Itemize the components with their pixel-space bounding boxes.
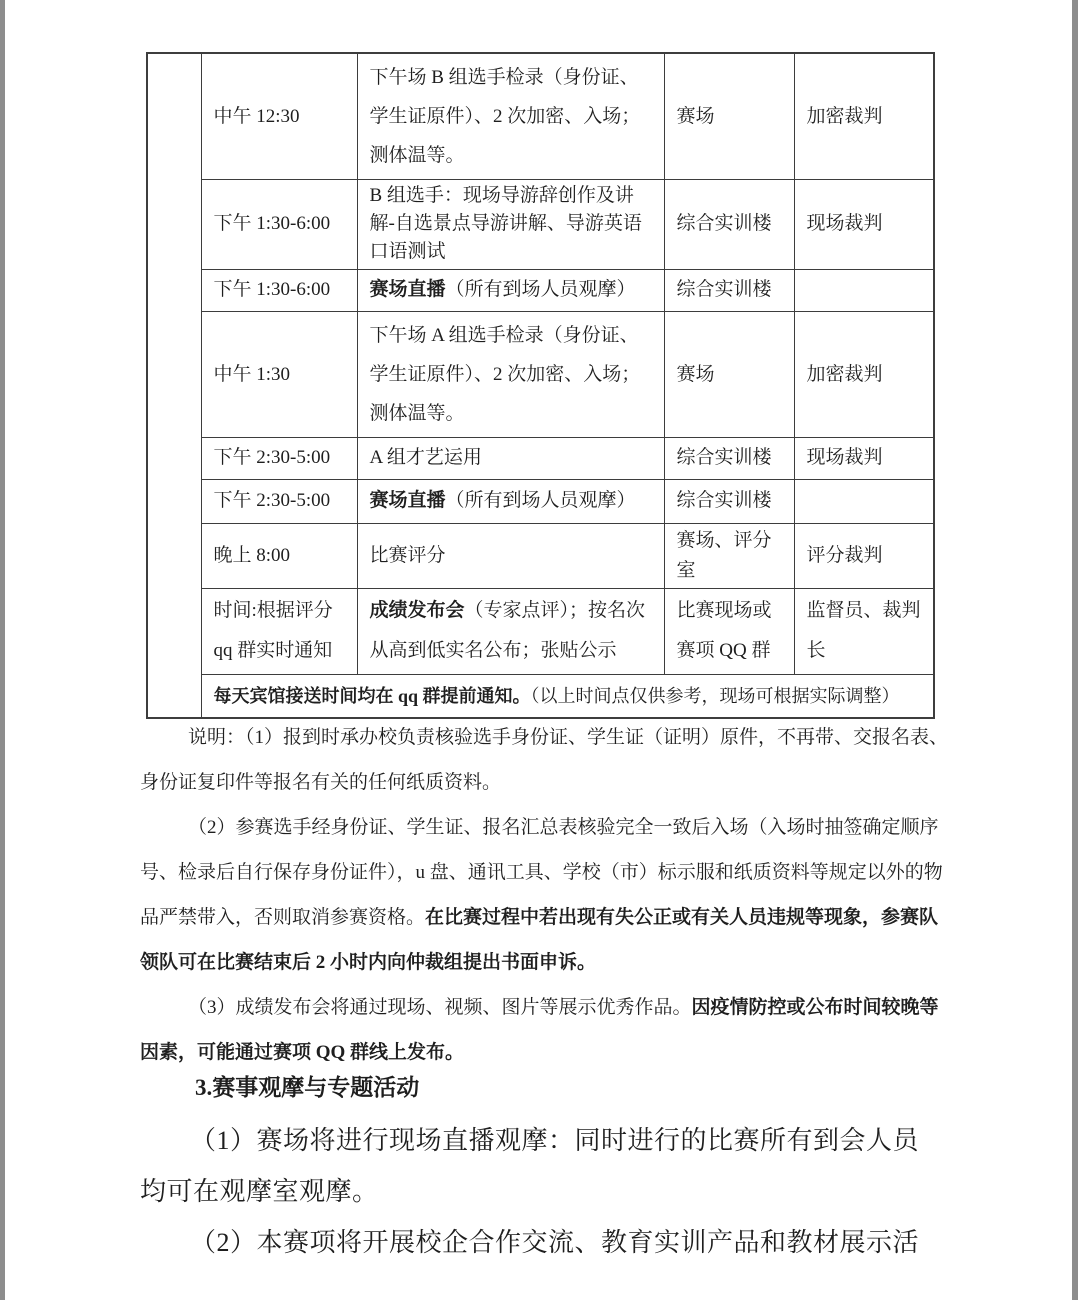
time-cell: 下午 1:30-6:00 <box>201 179 357 269</box>
activity-bold-text: 赛场直播 <box>369 279 446 300</box>
staff-cell <box>794 269 934 311</box>
table-row <box>147 269 934 311</box>
note-text: 身份证复印件等报名有关的任何纸质资料。 <box>140 772 502 793</box>
note-text: 品严禁带入，否则取消参赛资格。 <box>140 907 426 928</box>
staff-cell: 现场裁判 <box>794 437 934 479</box>
table-row <box>147 437 934 479</box>
table-row <box>147 311 934 437</box>
note-text: 说明：（1）报到时承办校负责核验选手身份证、学生证（证明）原件，不再带、交报名表、 <box>188 727 949 748</box>
activity-text: （专家点评）；按名次从高到低实名公布；张贴公示 <box>369 600 646 661</box>
activity-cell <box>357 179 664 269</box>
notes-paragraph-line <box>140 760 950 805</box>
section-paragraph-line: （1）赛场将进行现场直播观摩：同时进行的比赛所有到会人员 <box>190 1126 920 1155</box>
left-edge-bar <box>0 0 5 1300</box>
empty-date-cell <box>147 53 201 718</box>
table-footer-row <box>147 674 934 718</box>
activity-cell <box>357 269 664 311</box>
location-cell: 综合实训楼 <box>664 179 794 269</box>
location-cell: 综合实训楼 <box>664 269 794 311</box>
activity-text: B 组选手：现场导游辞创作及讲解-自选景点导游讲解、导游英语口语测试 <box>369 185 642 262</box>
right-edge-bar <box>1072 0 1078 1300</box>
table-row <box>147 523 934 588</box>
activity-text: A 组才艺运用 <box>369 447 482 468</box>
location-cell: 综合实训楼 <box>664 479 794 523</box>
activity-text: 比赛评分 <box>369 544 446 566</box>
activity-cell <box>357 311 664 437</box>
section-paragraph-line: 均可在观摩室观摩。 <box>140 1177 379 1206</box>
staff-cell: 监督员、裁判长 <box>794 588 934 674</box>
notes-paragraph-line <box>140 895 950 940</box>
activity-cell <box>357 523 664 588</box>
note-text: 号、检录后自行保存身份证件），u 盘、通讯工具、学校（市）标示服和纸质资料等规定以外的物 <box>140 862 943 883</box>
staff-cell: 加密裁判 <box>794 311 934 437</box>
staff-cell: 评分裁判 <box>794 523 934 588</box>
activity-bold-text: 成绩发布会 <box>369 600 465 621</box>
activity-cell <box>357 479 664 523</box>
location-cell: 赛场 <box>664 53 794 179</box>
note-bold-text: 领队可在比赛结束后 2 小时内向仲裁组提出书面申诉。 <box>140 952 597 973</box>
notes-paragraph-line <box>140 715 950 760</box>
location-cell: 比赛现场或赛项 QQ 群 <box>664 588 794 674</box>
staff-cell: 加密裁判 <box>794 53 934 179</box>
note-bold-text: 在比赛过程中若出现有失公正或有关人员违规等现象，参赛队 <box>425 907 939 928</box>
table-row <box>147 479 934 523</box>
table-row <box>147 53 934 179</box>
activity-text: （所有到场人员观摩） <box>445 279 636 300</box>
activity-cell <box>357 53 664 179</box>
notes-paragraph-line <box>140 940 950 985</box>
note-text: （2）参赛选手经身份证、学生证、报名汇总表核验完全一致后入场（入场时抽签确定顺序 <box>188 817 939 838</box>
table-row <box>147 588 934 674</box>
notes-paragraph-line <box>140 850 950 895</box>
activity-cell <box>357 588 664 674</box>
activity-bold-text: 赛场直播 <box>369 490 446 511</box>
note-bold-text: 因素，可能通过赛项 QQ 群线上发布。 <box>140 1042 465 1063</box>
location-cell: 赛场、评分室 <box>664 523 794 588</box>
notes-paragraph-line <box>140 805 950 850</box>
note-text: （3）成绩发布会将通过现场、视频、图片等展示优秀作品。 <box>188 997 692 1018</box>
activity-text: （所有到场人员观摩） <box>445 490 636 511</box>
section-3-block <box>140 1060 955 1268</box>
time-cell: 中午 12:30 <box>201 53 357 179</box>
time-cell: 中午 1:30 <box>201 311 357 437</box>
footer-bold-text: 每天宾馆接送时间均在 qq 群提前通知。 <box>213 685 531 706</box>
location-cell: 赛场 <box>664 311 794 437</box>
footer-text: （以上时间点仅供参考，现场可根据实际调整） <box>530 685 900 706</box>
note-bold-text: 因疫情防控或公布时间较晚等 <box>691 997 939 1018</box>
time-cell: 时间:根据评分 qq 群实时通知 <box>201 588 357 674</box>
notes-block <box>140 715 950 1075</box>
notes-paragraph-line <box>140 985 950 1030</box>
location-cell: 综合实训楼 <box>664 437 794 479</box>
staff-cell: 现场裁判 <box>794 179 934 269</box>
table-row <box>147 179 934 269</box>
activity-text: 下午场 A 组选手检录（身份证、学生证原件）、2 次加密、入场；测体温等。 <box>369 324 641 424</box>
table-footer-cell <box>201 674 934 718</box>
section-heading: 3.赛事观摩与专题活动 <box>195 1075 420 1100</box>
time-cell: 下午 2:30-5:00 <box>201 479 357 523</box>
staff-cell <box>794 479 934 523</box>
time-cell: 晚上 8:00 <box>201 523 357 588</box>
time-cell: 下午 2:30-5:00 <box>201 437 357 479</box>
activity-text: 下午场 B 组选手检录（身份证、学生证原件）、2 次加密、入场；测体温等。 <box>369 66 641 166</box>
schedule-table <box>146 52 935 719</box>
time-cell: 下午 1:30-6:00 <box>201 269 357 311</box>
activity-cell <box>357 437 664 479</box>
section-paragraph-line: （2）本赛项将开展校企合作交流、教育实训产品和教材展示活 <box>190 1228 920 1257</box>
